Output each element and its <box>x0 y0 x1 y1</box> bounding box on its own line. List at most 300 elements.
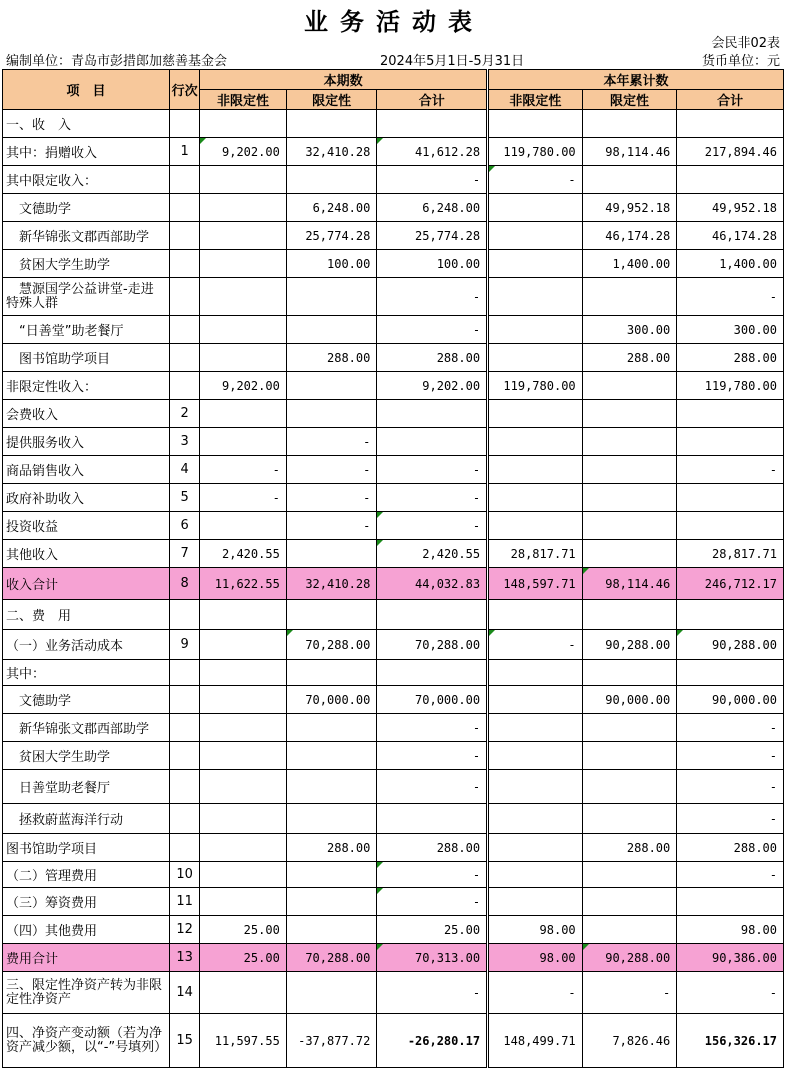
cell-ytd-unrestricted <box>488 278 583 316</box>
cell-current-unrestricted <box>200 222 287 250</box>
row-item: 四、净资产变动额（若为净资产减少额，以“-”号填列） <box>3 1014 170 1068</box>
header-current-unrestricted: 非限定性 <box>200 90 287 110</box>
cell-current-unrestricted <box>200 512 287 540</box>
cell-current-unrestricted: 9,202.00 <box>200 372 287 400</box>
cell-ytd-restricted <box>582 456 677 484</box>
cell-current-restricted: - <box>286 484 377 512</box>
cell-ytd-unrestricted <box>488 344 583 372</box>
row-item: 图书馆助学项目 <box>3 344 170 372</box>
cell-ytd-total <box>677 888 784 916</box>
row-line-no: 11 <box>170 888 200 916</box>
row-item: （二）管理费用 <box>3 862 170 888</box>
cell-current-total: 6,248.00 <box>377 194 488 222</box>
cell-current-unrestricted <box>200 110 287 138</box>
cell-ytd-total: - <box>677 804 784 834</box>
cell-ytd-unrestricted <box>488 770 583 804</box>
row-line-no <box>170 742 200 770</box>
cell-current-total: 2,420.55 <box>377 540 488 568</box>
row-line-no <box>170 222 200 250</box>
cell-current-unrestricted: 11,622.55 <box>200 568 287 600</box>
cell-ytd-unrestricted <box>488 250 583 278</box>
cell-current-restricted <box>286 540 377 568</box>
cell-current-unrestricted: 2,420.55 <box>200 540 287 568</box>
row-line-no: 3 <box>170 428 200 456</box>
cell-current-total: 41,612.28 <box>377 138 488 166</box>
table-row <box>3 714 784 742</box>
cell-current-restricted: - <box>286 428 377 456</box>
cell-ytd-restricted: 1,400.00 <box>582 250 677 278</box>
cell-ytd-total: 1,400.00 <box>677 250 784 278</box>
cell-current-total: - <box>377 456 488 484</box>
cell-current-total: - <box>377 278 488 316</box>
table-row <box>3 888 784 916</box>
cell-ytd-restricted <box>582 400 677 428</box>
row-item: （四）其他费用 <box>3 916 170 944</box>
table-row <box>3 568 784 600</box>
table-row <box>3 512 784 540</box>
cell-current-total <box>377 428 488 456</box>
cell-current-total <box>377 110 488 138</box>
cell-current-unrestricted <box>200 344 287 372</box>
cell-ytd-unrestricted <box>488 888 583 916</box>
cell-current-restricted: 288.00 <box>286 834 377 862</box>
org-label: 编制单位：青岛市彭措郎加慈善基金会 <box>6 54 228 69</box>
cell-current-unrestricted: - <box>200 456 287 484</box>
cell-current-restricted <box>286 862 377 888</box>
cell-current-unrestricted <box>200 194 287 222</box>
cell-ytd-total: 288.00 <box>677 344 784 372</box>
cell-ytd-restricted: 98,114.46 <box>582 138 677 166</box>
cell-ytd-unrestricted: 119,780.00 <box>488 372 583 400</box>
cell-current-restricted: 288.00 <box>286 344 377 372</box>
cell-ytd-total: - <box>677 972 784 1014</box>
row-line-no <box>170 714 200 742</box>
table-row <box>3 742 784 770</box>
table-row <box>3 630 784 660</box>
cell-ytd-total: - <box>677 714 784 742</box>
cell-ytd-total: 49,952.18 <box>677 194 784 222</box>
cell-ytd-total: 28,817.71 <box>677 540 784 568</box>
cell-ytd-total <box>677 512 784 540</box>
cell-current-unrestricted: 25.00 <box>200 916 287 944</box>
cell-ytd-unrestricted: 28,817.71 <box>488 540 583 568</box>
cell-ytd-restricted: 90,288.00 <box>582 630 677 660</box>
cell-ytd-total: - <box>677 862 784 888</box>
form-code: 会民非02表 <box>711 36 780 51</box>
header-item: 项 目 <box>3 70 170 110</box>
cell-ytd-restricted <box>582 660 677 686</box>
cell-current-unrestricted: - <box>200 484 287 512</box>
cell-current-restricted <box>286 166 377 194</box>
table-row <box>3 222 784 250</box>
cell-current-unrestricted <box>200 278 287 316</box>
table-row <box>3 278 784 316</box>
cell-ytd-unrestricted <box>488 222 583 250</box>
cell-ytd-unrestricted: - <box>488 166 583 194</box>
cell-ytd-unrestricted <box>488 660 583 686</box>
cell-ytd-restricted <box>582 804 677 834</box>
cell-ytd-unrestricted <box>488 194 583 222</box>
table-row <box>3 138 784 166</box>
row-item: 贫困大学生助学 <box>3 250 170 278</box>
cell-ytd-unrestricted <box>488 512 583 540</box>
cell-current-restricted <box>286 742 377 770</box>
row-item: 会费收入 <box>3 400 170 428</box>
row-item: 提供服务收入 <box>3 428 170 456</box>
table-row <box>3 804 784 834</box>
cell-ytd-total <box>677 600 784 630</box>
header-ytd-unrestricted: 非限定性 <box>488 90 583 110</box>
cell-ytd-total: - <box>677 770 784 804</box>
table-row <box>3 166 784 194</box>
cell-current-total: 70,288.00 <box>377 630 488 660</box>
cell-current-restricted <box>286 372 377 400</box>
cell-ytd-total: 300.00 <box>677 316 784 344</box>
cell-ytd-restricted <box>582 916 677 944</box>
cell-ytd-total <box>677 400 784 428</box>
cell-current-unrestricted <box>200 660 287 686</box>
cell-ytd-restricted: 90,288.00 <box>582 944 677 972</box>
cell-current-total: - <box>377 512 488 540</box>
cell-current-unrestricted <box>200 972 287 1014</box>
row-line-no: 2 <box>170 400 200 428</box>
cell-current-restricted: 70,000.00 <box>286 686 377 714</box>
cell-current-total: 25,774.28 <box>377 222 488 250</box>
cell-ytd-total <box>677 428 784 456</box>
currency-unit: 货币单位：元 <box>701 54 780 69</box>
row-line-no <box>170 660 200 686</box>
row-item: 商品销售收入 <box>3 456 170 484</box>
cell-current-restricted: -37,877.72 <box>286 1014 377 1068</box>
cell-ytd-unrestricted <box>488 804 583 834</box>
cell-current-total: - <box>377 770 488 804</box>
cell-current-total: 70,000.00 <box>377 686 488 714</box>
cell-current-unrestricted <box>200 316 287 344</box>
table-row <box>3 110 784 138</box>
cell-ytd-unrestricted <box>488 456 583 484</box>
cell-current-unrestricted <box>200 742 287 770</box>
cell-ytd-restricted <box>582 742 677 770</box>
cell-ytd-restricted <box>582 372 677 400</box>
cell-current-restricted: - <box>286 456 377 484</box>
cell-ytd-total: 217,894.46 <box>677 138 784 166</box>
cell-current-unrestricted <box>200 166 287 194</box>
row-item: 图书馆助学项目 <box>3 834 170 862</box>
cell-current-unrestricted: 11,597.55 <box>200 1014 287 1068</box>
header-current-total: 合计 <box>377 90 488 110</box>
row-item: 文德助学 <box>3 194 170 222</box>
row-line-no: 14 <box>170 972 200 1014</box>
cell-current-restricted <box>286 316 377 344</box>
cell-ytd-restricted: 90,000.00 <box>582 686 677 714</box>
cell-current-restricted: 32,410.28 <box>286 138 377 166</box>
report-title: 业务活动表 <box>304 8 484 36</box>
row-line-no <box>170 166 200 194</box>
row-item: 文德助学 <box>3 686 170 714</box>
cell-current-unrestricted <box>200 250 287 278</box>
row-line-no <box>170 344 200 372</box>
cell-ytd-unrestricted <box>488 686 583 714</box>
cell-ytd-restricted <box>582 428 677 456</box>
header-ytd-restricted: 限定性 <box>582 90 677 110</box>
cell-ytd-restricted <box>582 714 677 742</box>
cell-current-unrestricted <box>200 600 287 630</box>
row-item: 费用合计 <box>3 944 170 972</box>
row-line-no: 9 <box>170 630 200 660</box>
activity-table <box>2 69 784 1068</box>
cell-current-unrestricted <box>200 714 287 742</box>
row-line-no: 1 <box>170 138 200 166</box>
cell-current-restricted <box>286 660 377 686</box>
cell-ytd-total <box>677 110 784 138</box>
cell-current-total: - <box>377 972 488 1014</box>
row-line-no: 6 <box>170 512 200 540</box>
cell-current-unrestricted <box>200 770 287 804</box>
row-line-no: 8 <box>170 568 200 600</box>
row-line-no: 13 <box>170 944 200 972</box>
row-item: 一、收 入 <box>3 110 170 138</box>
cell-current-restricted: 100.00 <box>286 250 377 278</box>
row-item: 投资收益 <box>3 512 170 540</box>
row-line-no <box>170 110 200 138</box>
cell-ytd-total: - <box>677 742 784 770</box>
cell-current-total <box>377 660 488 686</box>
cell-ytd-total: 119,780.00 <box>677 372 784 400</box>
row-item: （三）筹资费用 <box>3 888 170 916</box>
table-row <box>3 600 784 630</box>
row-item: 政府补助收入 <box>3 484 170 512</box>
table-row <box>3 484 784 512</box>
cell-current-total: 100.00 <box>377 250 488 278</box>
table-row <box>3 316 784 344</box>
cell-ytd-unrestricted <box>488 316 583 344</box>
cell-current-unrestricted <box>200 834 287 862</box>
table-row <box>3 862 784 888</box>
cell-ytd-unrestricted <box>488 862 583 888</box>
cell-current-total: 288.00 <box>377 834 488 862</box>
table-row <box>3 372 784 400</box>
table-row <box>3 916 784 944</box>
cell-current-restricted: 70,288.00 <box>286 630 377 660</box>
cell-ytd-restricted <box>582 166 677 194</box>
report-period: 2024年5月1日-5月31日 <box>380 54 525 69</box>
cell-current-total: - <box>377 484 488 512</box>
row-item: （一）业务活动成本 <box>3 630 170 660</box>
cell-ytd-restricted <box>582 600 677 630</box>
cell-current-unrestricted <box>200 428 287 456</box>
cell-ytd-unrestricted: 98.00 <box>488 916 583 944</box>
table-row <box>3 344 784 372</box>
header-ytd: 本年累计数 <box>488 70 784 90</box>
cell-current-restricted <box>286 770 377 804</box>
cell-ytd-restricted: 98,114.46 <box>582 568 677 600</box>
table-row <box>3 400 784 428</box>
cell-current-restricted <box>286 972 377 1014</box>
cell-current-restricted <box>286 888 377 916</box>
cell-ytd-total <box>677 166 784 194</box>
cell-current-total: 9,202.00 <box>377 372 488 400</box>
row-item: 收入合计 <box>3 568 170 600</box>
cell-current-restricted <box>286 916 377 944</box>
row-line-no: 7 <box>170 540 200 568</box>
cell-ytd-restricted <box>582 862 677 888</box>
cell-current-total: 70,313.00 <box>377 944 488 972</box>
cell-ytd-restricted: 46,174.28 <box>582 222 677 250</box>
cell-current-total <box>377 804 488 834</box>
cell-ytd-restricted: - <box>582 972 677 1014</box>
cell-ytd-restricted <box>582 110 677 138</box>
cell-ytd-restricted: 288.00 <box>582 834 677 862</box>
table-row <box>3 456 784 484</box>
row-line-no <box>170 250 200 278</box>
row-line-no: 12 <box>170 916 200 944</box>
table-row <box>3 428 784 456</box>
cell-ytd-restricted: 300.00 <box>582 316 677 344</box>
table-row <box>3 972 784 1014</box>
cell-current-total: - <box>377 888 488 916</box>
cell-current-unrestricted <box>200 686 287 714</box>
row-line-no <box>170 372 200 400</box>
row-line-no: 4 <box>170 456 200 484</box>
cell-ytd-unrestricted: - <box>488 972 583 1014</box>
cell-current-unrestricted: 25.00 <box>200 944 287 972</box>
cell-current-restricted <box>286 600 377 630</box>
row-line-no <box>170 600 200 630</box>
header-ytd-total: 合计 <box>677 90 784 110</box>
cell-ytd-total: 46,174.28 <box>677 222 784 250</box>
cell-ytd-restricted <box>582 484 677 512</box>
cell-current-restricted: 25,774.28 <box>286 222 377 250</box>
cell-ytd-restricted <box>582 540 677 568</box>
cell-current-total: - <box>377 166 488 194</box>
cell-ytd-unrestricted <box>488 600 583 630</box>
cell-current-restricted <box>286 278 377 316</box>
cell-ytd-unrestricted <box>488 834 583 862</box>
cell-current-total: - <box>377 742 488 770</box>
cell-current-total: -26,280.17 <box>377 1014 488 1068</box>
cell-current-restricted <box>286 400 377 428</box>
cell-current-restricted: 70,288.00 <box>286 944 377 972</box>
cell-ytd-restricted <box>582 512 677 540</box>
cell-ytd-unrestricted <box>488 714 583 742</box>
cell-ytd-restricted <box>582 888 677 916</box>
row-item: 新华锦张文郡西部助学 <box>3 222 170 250</box>
row-line-no <box>170 770 200 804</box>
row-line-no: 10 <box>170 862 200 888</box>
cell-ytd-total: 288.00 <box>677 834 784 862</box>
table-row <box>3 686 784 714</box>
cell-current-unrestricted: 9,202.00 <box>200 138 287 166</box>
cell-current-unrestricted <box>200 804 287 834</box>
cell-current-restricted <box>286 804 377 834</box>
cell-ytd-total: 156,326.17 <box>677 1014 784 1068</box>
cell-ytd-unrestricted: - <box>488 630 583 660</box>
row-line-no <box>170 686 200 714</box>
cell-ytd-total: 90,386.00 <box>677 944 784 972</box>
row-item: 其他收入 <box>3 540 170 568</box>
row-item: 二、费 用 <box>3 600 170 630</box>
cell-ytd-restricted: 7,826.46 <box>582 1014 677 1068</box>
row-item: 其中：捐赠收入 <box>3 138 170 166</box>
cell-ytd-unrestricted: 148,499.71 <box>488 1014 583 1068</box>
row-item: 非限定性收入： <box>3 372 170 400</box>
cell-current-total: 288.00 <box>377 344 488 372</box>
row-item: 其中限定收入： <box>3 166 170 194</box>
cell-current-total <box>377 400 488 428</box>
cell-ytd-restricted <box>582 770 677 804</box>
row-line-no <box>170 316 200 344</box>
cell-ytd-unrestricted <box>488 110 583 138</box>
table-row <box>3 944 784 972</box>
cell-ytd-unrestricted <box>488 484 583 512</box>
table-row <box>3 1014 784 1068</box>
row-line-no <box>170 194 200 222</box>
cell-current-total: - <box>377 714 488 742</box>
header-line: 行次 <box>170 70 200 110</box>
cell-current-unrestricted <box>200 400 287 428</box>
cell-current-total <box>377 600 488 630</box>
table-row <box>3 250 784 278</box>
row-line-no <box>170 804 200 834</box>
cell-ytd-restricted: 288.00 <box>582 344 677 372</box>
cell-current-restricted: - <box>286 512 377 540</box>
cell-current-unrestricted <box>200 862 287 888</box>
row-item: 日善堂助老餐厅 <box>3 770 170 804</box>
cell-ytd-unrestricted <box>488 742 583 770</box>
cell-ytd-total: - <box>677 278 784 316</box>
report-meta <box>0 50 788 68</box>
cell-ytd-total: - <box>677 456 784 484</box>
cell-current-restricted <box>286 110 377 138</box>
cell-ytd-total <box>677 660 784 686</box>
cell-ytd-unrestricted: 98.00 <box>488 944 583 972</box>
cell-current-unrestricted <box>200 630 287 660</box>
row-item: 其中： <box>3 660 170 686</box>
cell-current-total: - <box>377 862 488 888</box>
table-row <box>3 194 784 222</box>
row-item: 慧源国学公益讲堂-走进特殊人群 <box>3 278 170 316</box>
cell-ytd-restricted <box>582 278 677 316</box>
row-item: 新华锦张文郡西部助学 <box>3 714 170 742</box>
cell-current-unrestricted <box>200 888 287 916</box>
cell-ytd-total: 90,288.00 <box>677 630 784 660</box>
row-item: 拯救蔚蓝海洋行动 <box>3 804 170 834</box>
cell-current-restricted <box>286 714 377 742</box>
cell-current-total: 25.00 <box>377 916 488 944</box>
cell-ytd-unrestricted: 119,780.00 <box>488 138 583 166</box>
table-row <box>3 660 784 686</box>
cell-ytd-unrestricted <box>488 428 583 456</box>
row-line-no: 5 <box>170 484 200 512</box>
cell-ytd-unrestricted <box>488 400 583 428</box>
row-item: 三、限定性净资产转为非限定性净资产 <box>3 972 170 1014</box>
cell-ytd-restricted: 49,952.18 <box>582 194 677 222</box>
cell-ytd-unrestricted: 148,597.71 <box>488 568 583 600</box>
row-line-no <box>170 834 200 862</box>
table-row <box>3 540 784 568</box>
cell-ytd-total: 90,000.00 <box>677 686 784 714</box>
row-line-no <box>170 278 200 316</box>
header-current: 本期数 <box>200 70 488 90</box>
table-body <box>3 110 784 1068</box>
table-row <box>3 770 784 804</box>
cell-ytd-total: 246,712.17 <box>677 568 784 600</box>
row-item: “日善堂”助老餐厅 <box>3 316 170 344</box>
cell-current-total: 44,032.83 <box>377 568 488 600</box>
cell-ytd-total <box>677 484 784 512</box>
row-item: 贫困大学生助学 <box>3 742 170 770</box>
cell-current-restricted: 6,248.00 <box>286 194 377 222</box>
